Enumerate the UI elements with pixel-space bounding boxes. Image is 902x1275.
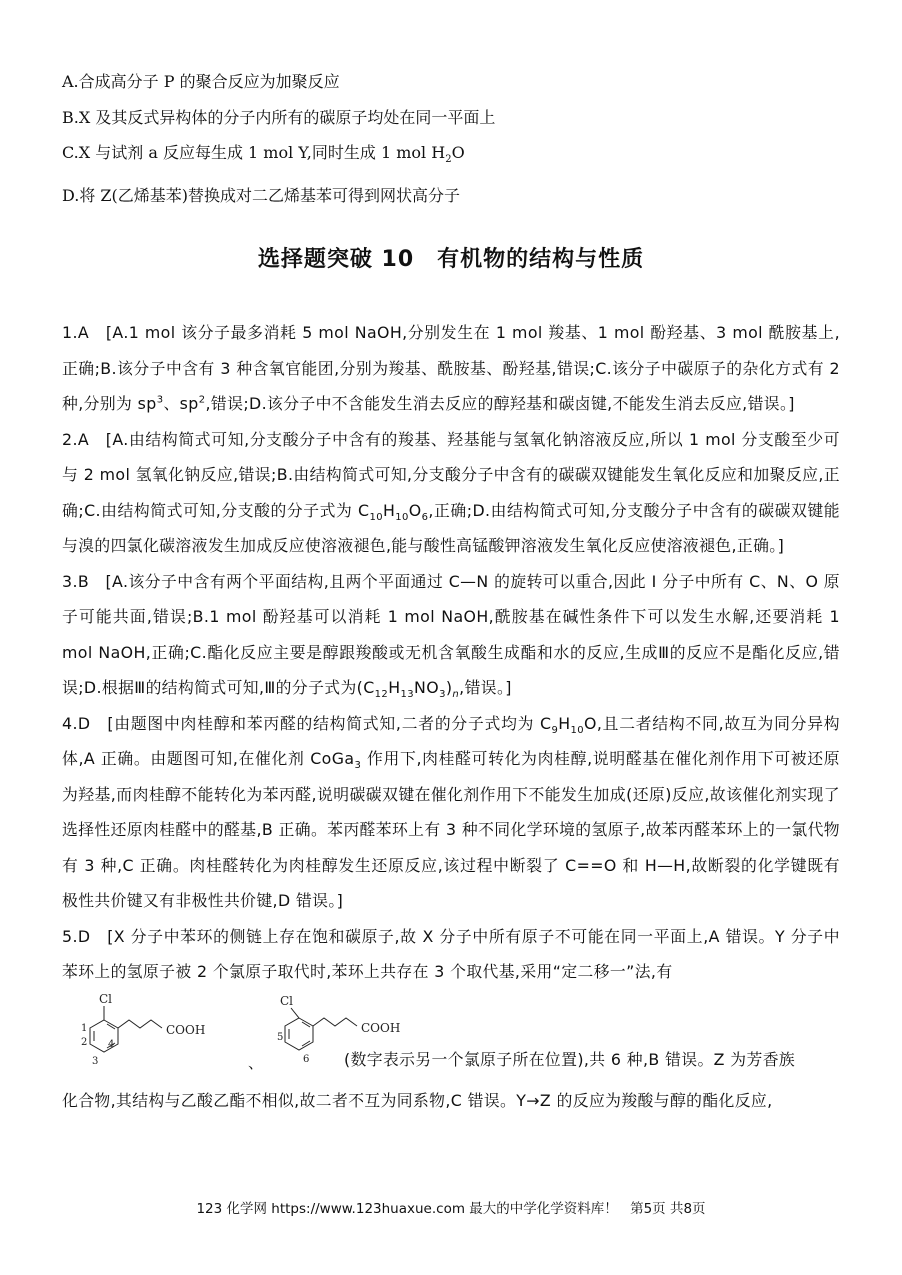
answer-1-sup-a: 3 [156, 394, 164, 406]
answer-3-sub-2: 13 [400, 689, 415, 701]
page-footer [0, 1197, 902, 1217]
answer-3-sub-1: 12 [374, 689, 389, 701]
answer-3-mid-2: NO [414, 678, 440, 697]
position-label: 5 [277, 1031, 284, 1043]
answer-2-mid-2: O [408, 500, 422, 520]
structure-row [62, 990, 840, 1095]
answer-1-sup-b: 2 [198, 394, 206, 406]
position-label: 4 [108, 1038, 115, 1050]
answer-2-mid-1: H [382, 500, 396, 520]
answer-4-text-a: 4.D [由题图中肉桂醇和苯丙醛的结构简式知,二者的分子式均为 C [62, 713, 552, 733]
answer-5-text-a: 5.D [X 分子中苯环的侧链上存在饱和碳原子,故 X 分子中所有原子不可能在同一平面上,A 错误。Y 分子中苯环上的氢原子被 2 个氯原子取代时,苯环上共存在 3 个取代基,采用“定二移一”法,有 [62, 926, 840, 981]
position-label: 6 [303, 1053, 310, 1065]
option-a: A.合成高分子 P 的聚合反应为加聚反应 [62, 72, 340, 91]
answer-3-mid-1: H [388, 678, 401, 697]
cl-bond [291, 1008, 299, 1018]
structure-note: (数字表示另一个氯原子所在位置),共 6 种,B 错误。Z 为芳香族 [344, 1049, 796, 1069]
answer-4-sub-2: 10 [570, 724, 585, 736]
answer-4 [62, 706, 840, 919]
option-c-text: C.X 与试剂 a 反应每生成 1 mol Y,同时生成 1 mol H [62, 143, 446, 162]
answer-4-mid-2: O,且二者结构不同,故互为同分异构体,A 正确。由题图可知,在催化剂 CoGa [62, 713, 840, 768]
separator: 、 [248, 1053, 264, 1072]
answer-1-text-c: ,错误;D.该分子中不含能发生消去反应的醇羟基和碳卤键,不能发生消去反应,错误。] [205, 394, 795, 413]
ring-double-bond [302, 1041, 310, 1046]
option-c-end: O [451, 143, 465, 162]
answer-4-sub-3: 3 [354, 760, 362, 772]
option-d: D.将 Z(乙烯基苯)替换成对二乙烯基苯可得到网状高分子 [62, 185, 461, 205]
cooh-label: COOH [361, 1020, 401, 1035]
answer-list [62, 315, 840, 1118]
answer-3-sub-4: n [452, 689, 460, 701]
ring-double-bond [302, 1022, 310, 1027]
answer-1 [62, 315, 840, 422]
structure-formula-1 [72, 990, 222, 1080]
answer-3-sub-3: 3 [439, 689, 446, 701]
answer-1-text-a: 1.A [A.1 mol 该分子最多消耗 5 mol NaOH,分别发生在 1 mol 羧基、1 mol 酚羟基、3 mol 酰胺基上,正确;B.该分子中含有 3 种含氧官能团,分别为羧基、酰胺基、酚羟基,错误;C.该分子中碳原子的杂化方式有 2 种,分别为 sp [62, 323, 840, 413]
page-number: 第5页 共8页 [630, 1201, 706, 1217]
answer-4-text-b: 作用下,肉桂醛可转化为肉桂醇,说明醛基在催化剂作用下可被还原为羟基,而肉桂醇不能转化为苯丙醛,说明碳碳双键在催化剂作用下不能发生加成(还原)反应,故该催化剂实现了选择性还原肉桂醛中的醛基,B 正确。苯丙醛苯环上有 3 种不同化学环境的氢原子,故苯丙醛苯环上的一氯代物有 3 种,C 正确。肉桂醛转化为肉桂醇发生还原反应,该过程中断裂了 C==O 和 H—H,故断裂的化学键既有极性共价键又有非极性共价键,D 错误。] [62, 749, 840, 910]
answer-2-text-b: ,正确;D.由结构简式可知,分支酸分子中含有的碳碳双键能与溴的四氯化碳溶液发生加成反应使溶液褪色,能与酸性高锰酸钾溶液发生氧化反应使溶液褪色,正确。] [62, 500, 840, 555]
chlorine-label: Cl [280, 993, 294, 1008]
answer-4-sub-1: 9 [551, 724, 559, 736]
answer-2-text-a: 2.A [A.由结构简式可知,分支酸分子中含有的羧基、羟基能与氢氧化钠溶液反应,所以 1 mol 分支酸至少可与 2 mol 氢氧化钠反应,错误;B.由结构简式可知,分支酸分子中含有的碳碳双键能发生氧化反应和加聚反应,正确;C.由结构简式可知,分支酸的分子式为 C [62, 429, 840, 520]
position-label: 1 [81, 1022, 88, 1034]
position-label: 3 [92, 1055, 99, 1067]
answer-2-sub-3: 6 [421, 511, 429, 523]
answer-3-mid-3: ) [445, 678, 453, 697]
answer-3 [62, 564, 840, 706]
footer-site: 123 化学网 https://www.123huaxue.com 最大的中学化学资料库！ [196, 1201, 618, 1217]
question-options [62, 64, 852, 213]
answer-4-mid-1: H [558, 713, 571, 733]
answer-2-sub-1: 10 [369, 511, 383, 523]
position-label: 2 [81, 1036, 88, 1048]
answer-3-text-b: ,错误。] [459, 678, 512, 697]
section-title: 选择题突破 10 有机物的结构与性质 [257, 247, 645, 272]
option-b: B.X 及其反式异构体的分子内所有的碳原子均处在同一平面上 [62, 107, 496, 127]
answer-5 [62, 919, 840, 990]
side-chain [313, 1018, 357, 1026]
answer-2 [62, 422, 840, 564]
option-c-subscript: 2 [445, 154, 452, 166]
answer-1-text-b: 、sp [163, 394, 199, 413]
answer-5-continued: 化合物,其结构与乙酸乙酯不相似,故二者不互为同系物,C 错误。Y→Z 的反应为羧酸与醇的酯化反应, [62, 1090, 773, 1110]
cooh-label: COOH [166, 1022, 206, 1037]
side-chain [118, 1020, 162, 1028]
answer-3-text-a: 3.B [A.该分子中含有两个平面结构,且两个平面通过 C—N 的旋转可以重合,因此 Ⅰ 分子中所有 C、N、O 原子可能共面,错误;B.1 mol 酚羟基可以消耗 1 mol NaOH,酰胺基在碱性条件下可以发生水解,还要消耗 1 mol NaOH,正确;C.酯化反应主要是醇跟羧酸或无机含氧酸生成酯和水的反应,生成Ⅲ的反应不是酯化反应,错误;D.根据Ⅲ的结构简式可知,Ⅲ的分子式为(C [62, 571, 840, 697]
option-c [62, 135, 852, 178]
ring-double-bond [107, 1024, 115, 1029]
answer-2-sub-2: 10 [395, 511, 409, 523]
chlorine-label: Cl [99, 991, 113, 1006]
